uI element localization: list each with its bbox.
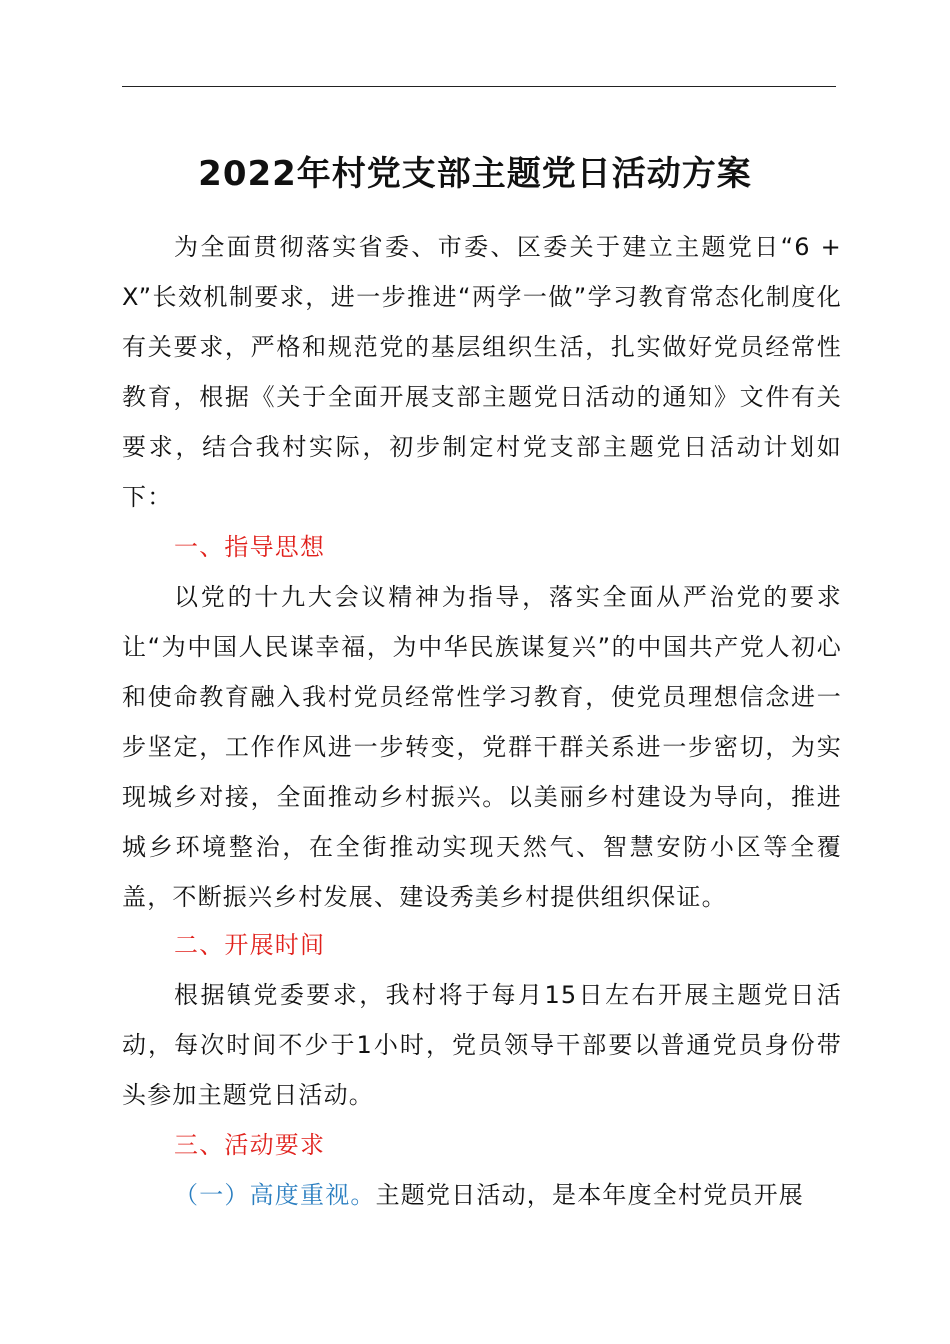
section-heading-schedule: 二、开展时间	[174, 931, 326, 959]
section-text-schedule: 根据镇党委要求，我村将于每月15日左右开展主题党日活动，每次时间不少于1小时，党员领导干部要以普通党员身份带头参加主题党日活动。	[122, 981, 842, 1109]
header-rule	[122, 86, 836, 87]
section-text-requirements: 主题党日活动，是本年度全村党员开展	[375, 1181, 805, 1209]
document-title: 2022年村党支部主题党日活动方案	[198, 154, 752, 194]
intro-paragraph: 为全面贯彻落实省委、市委、区委关于建立主题党日“6 + X”长效机制要求，进一步推进“两学一做”学习教育常态化制度化有关要求，严格和规范党的基层组织生活，扎实做好党员经常性教育，根据《关于全面开展支部主题党日活动的通知》文件有关要求，结合我村实际，初步制定村党支部主题党日活动计划如下：	[122, 233, 842, 511]
section-text-guiding-ideology: 以党的十九大会议精神为指导，落实全面从严治党的要求让“为中国人民谋幸福，为中华民族谋复兴”的中国共产党人初心和使命教育融入我村党员经常性学习教育，使党员理想信念进一步坚定，工作作风进一步转变，党群干群关系进一步密切，为实现城乡对接，全面推动乡村振兴。以美丽乡村建设为导向，推进城乡环境整治，在全街推动实现天然气、智慧安防小区等全覆盖，不断振兴乡村发展、建设秀美乡村提供组织保证。	[122, 583, 842, 911]
sub-heading-high-priority: （一）高度重视。	[174, 1181, 376, 1209]
section-paragraph-requirements	[122, 1170, 842, 1220]
section-heading-requirements: 三、活动要求	[174, 1131, 326, 1159]
section-heading-guiding-ideology: 一、指导思想	[174, 533, 326, 561]
